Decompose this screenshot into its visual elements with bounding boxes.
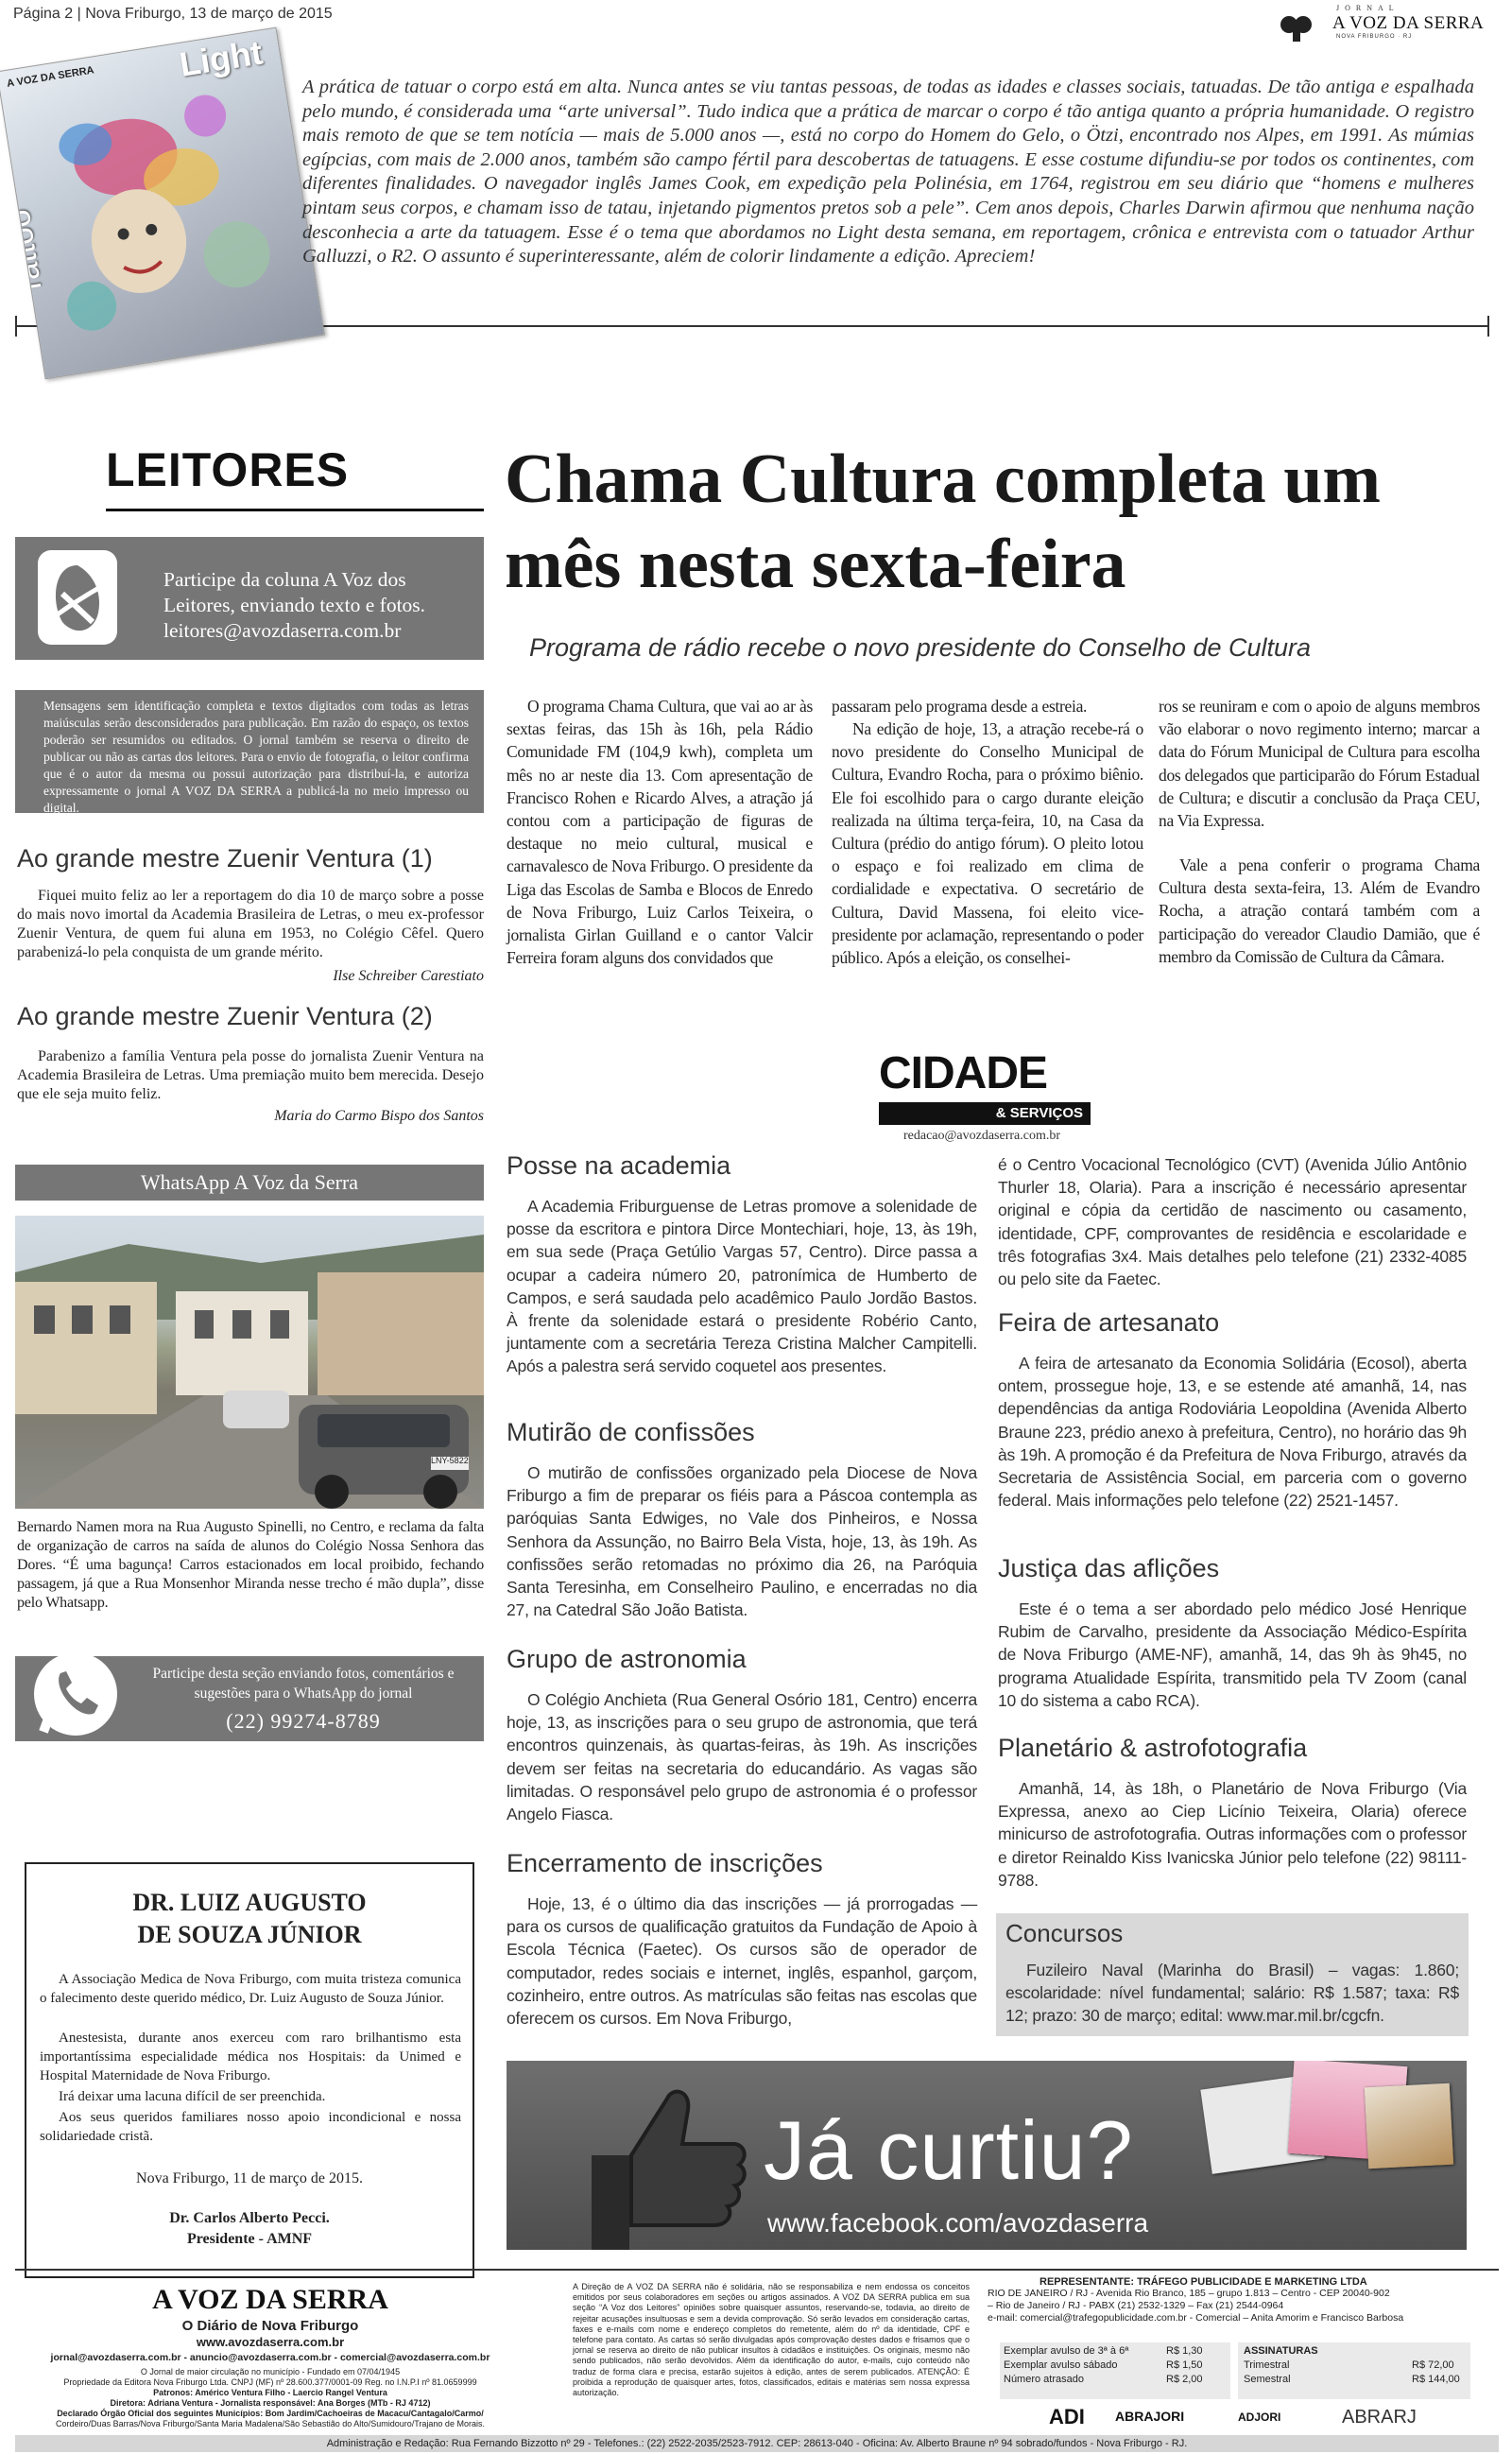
obituary-title-2: DE SOUZA JÚNIOR — [137, 1921, 362, 1948]
page-header-info: Página 2 | Nova Friburgo, 13 de março de 2015 — [13, 6, 333, 22]
cidade-item-body-encerramento: Hoje, 13, é o último dia das inscrições — já prorrogadas — para os cursos de qualificação gratuitos da Fundação de Apoio à Escola Técnica (Faetec). Os cursos são de operador de computador, redes sociais e internet, inglês, espanhol, garçom, cozinheiro, entre outros. As matrículas são feitas nas escolas que oferecem os cursos. Em Nova Friburgo, — [507, 1894, 977, 2029]
price-label-back-issue: Número atrasado — [1004, 2374, 1084, 2385]
footer-emails[interactable]: jornal@avozdaserra.com.br - anuncio@avozdaserra.com.br - comercial@avozdaserra.com.br — [50, 2352, 490, 2363]
concursos-title: Concursos — [1005, 1919, 1124, 1947]
footer-line-2: Propriedade da Editora Nova Friburgo Ltda. CNPJ (MF) nº 28.600.377/0001-09 Reg. no I.N.P.I nº 81.0659999 — [63, 2377, 477, 2387]
light-box-text: A prática de tatuar o corpo está em alta. Nunca antes se viu tantas pessoas, de todas as idades e classes sociais, tatuadas. De tão antiga e espalhada pelo mundo, é considerada uma “arte universal”. Tudo indica que a prática de marcar o corpo é tão antiga quanto a própria humanidade. O registro mais remoto de que se tem notícia — mais de 5.000 anos —, está no corpo do Homem do Gelo, o Ötzi, encontrado nos Alpes, em 1991. As múmias egípcias, com mais de 2.000 anos, também são campo fértil para descobertas de tatuagens. E esse costume difundiu-se por todos os continentes, com diferentes finalidades. O navegador inglês James Cook, em expedição pela Polinésia, em 1764, registrou em seu diário que “homens e mulheres pintam seus corpos, e chamam isso de tatau, injetando pigmentos pretos sob a pele”. Cem anos depois, Charles Darwin afirmou que nenhuma nação desconhecia a arte da tatuagem. Esse é o tema que abordamos no Light desta semana, em reportagem, crônica e entrevista com o tatuador Arthur Galluzzi, o R2. O assunto é superinteressante, além de colorir lindamente a edição. Apreciem! — [302, 77, 1474, 268]
main-col3a: ros se reuniram e com o apoio de alguns membros vão elaborar o novo regimento interno; marcar a data do Fórum Municipal de Cultura para escolha dos delegados que participarão do Fórum Estadual de Cultura; e discutir a conclusão da Praça CEU, na Via Expressa. — [1159, 697, 1480, 831]
thumbs-up-icon — [563, 2061, 752, 2250]
footer-line-1: O Jornal de maior circulação no município - Fundado em 07/04/1945 — [140, 2367, 401, 2376]
letter1-signature: Ilse Schreiber Carestiato — [333, 968, 484, 984]
whatsapp-photo — [15, 1216, 484, 1509]
cidade-logo: CIDADE — [879, 1048, 1048, 1098]
leitores-notice: Mensagens sem identificação completa e textos digitados com todas as letras maiúsculas serão desconsiderados para publicação. Em razão do espaço, os textos poderão ser resumidos ou editados. O jornal também se reserva o direito de publicar ou não as cartas dos leitores. Para o envio de fotografia, o leitor confirma que é o autor da mesma ou possui autorização para distribuí-la, e autoriza expressamente o jornal A VOZ DA SERRA a publicá-la no meio impresso ou digital. — [15, 690, 484, 813]
letter2-body: Parabenizo a família Ventura pela posse do jornalista Zuenir Ventura na Academia Brasileira de Letras. Uma premiação muito bem merecida. Desejo que ele seja muito feliz. — [17, 1048, 484, 1102]
cidade-item-body-mutirao: O mutirão de confissões organizado pela Diocese de Nova Friburgo a fim de preparar os fiéis para a Páscoa contempla as paróquias Santa Edwiges, no Vale dos Pinheiros, e Nossa Senhora da Assunção, no Bairro Bela Vista, hoje, 13, às 19h. As confissões serão retomadas no próximo dia 26, na Paróquia Santa Teresinha, em Conselheiro Paulino, e encerradas no dia 27, na Catedral São João Batista. — [507, 1463, 977, 1620]
main-col2b: Na edição de hoje, 13, a atração recebe-rá o novo presidente do Conselho Municipal de Cultura, Evandro Rocha, para o próximo biênio. Ele foi escolhido para o cargo durante eleição realizada na última terça-feira, 10, na Casa da Cultura (prédio do antigo fórum). O pleito lotou o espaço e foi realizado em clima de cordialidade e expectativa. O secretário de Cultura, David Massena, foi eleito vice-presidente por aclamação, representando o poder público. Após a eleição, os conselhei- — [832, 719, 1143, 968]
price-label-saturday: Exemplar avulso sábado — [1004, 2359, 1118, 2371]
cidade-item-body-astronomia: O Colégio Anchieta (Rua General Osório 181, Centro) encerra hoje, 13, as inscrições para o seu grupo de astronomia, que terá encontros quinzenais, às quartas-feiras, às 19h. As inscrições devem ser feitas na secretaria do educandário. As vagas são limitadas. O responsável pelo grupo de astronomia é o professor Angelo Fiasca. — [507, 1690, 977, 1824]
footer-line-3: Patronos: Américo Ventura Filho - Laercio Rangel Ventura — [153, 2388, 387, 2397]
obituary-signer: Dr. Carlos Alberto Pecci. — [169, 2210, 330, 2226]
cidade-item-title-posse: Posse na academia — [507, 1151, 731, 1180]
cover-label: A VOZ DA SERRA — [6, 64, 95, 90]
facebook-banner[interactable] — [507, 2061, 1467, 2250]
footer-rep-line-2: – Rio de Janeiro / RJ - PABX (21) 2532-1329 – Fax (21) 2544-0964 — [988, 2300, 1284, 2311]
footer-rep-title: REPRESENTANTE: TRÁFEGO PUBLICIDADE E MARKETING LTDA — [1040, 2276, 1367, 2288]
subs-label-semester: Semestral — [1244, 2374, 1291, 2385]
cidade-item-title-astronomia: Grupo de astronomia — [507, 1645, 747, 1673]
brand-mark-icon — [1276, 6, 1315, 45]
footer-logo-adjori: ADJORI — [1238, 2411, 1281, 2424]
letter2-title: Ao grande mestre Zuenir Ventura (2) — [17, 1002, 433, 1030]
footer-prices-box — [1000, 2342, 1230, 2399]
main-col1: O programa Chama Cultura, que vai ao ar às sextas feiras, das 15h às 16h, pela Rádio Comunidade FM (104,9 kwh), completa um mês no ar neste dia 13. Com apresentação de Francisco Rohen e Ricardo Alves, a atração já contou com a participação de figuras de destaque no meio cultural, musical e carnavalesco de Nova Friburgo. O presidente da Liga das Escolas de Samba e Blocos de Enredo de Nova Friburgo, Luiz Carlos Teixeira, o jornalista Girlan Guilland e o cantor Valcir Ferreira foram alguns dos convidados que — [507, 697, 813, 968]
obituary-box — [25, 1862, 474, 2278]
brand-logo — [1276, 4, 1503, 45]
obituary-date: Nova Friburgo, 11 de março de 2015. — [136, 2170, 363, 2186]
cidade-item-body-posse: A Academia Friburguense de Letras promove a solenidade de posse da escritora e pintora Dirce Montechiari, hoje, 13, às 19h, em sua sede (Praça Getúlio Vargas 57, Centro). Dirce passa a ocupar a cadeira número 20, patronímica de Humberto de Campos, e será saudada pelo acadêmico Paulo Jordão Bastos. À frente da solenidade estará o presidente Robério Canto, juntamente com a secretária Tereza Cristina Malcher Campitelli. Após a palestra será servido coquetel aos presentes. — [507, 1197, 977, 1376]
cidade-email[interactable]: redacao@avozdaserra.com.br — [903, 1129, 1061, 1143]
subs-label-quarterly: Trimestral — [1244, 2359, 1290, 2371]
leitores-email-link[interactable]: leitores@avozdaserra.com.br — [163, 619, 402, 642]
footer-logo-adi: ADI — [1049, 2405, 1085, 2428]
mouse-icon — [34, 546, 121, 650]
main-col3b: Vale a pena conferir o programa Chama Cultura desta sexta-feira, 13. Além de Evandro Rocha, a atração contará também com a participação do vereador Claudio Damião, que é membro da Comissão de Cultura da Câmara. — [1159, 855, 1480, 966]
whatsapp-phone-number[interactable]: (22) 99274-8789 — [226, 1709, 381, 1733]
facebook-text: Já curtiu? — [764, 2103, 1134, 2197]
footer-subs-box — [1238, 2342, 1470, 2399]
footer-rep-line-1: RIO DE JANEIRO / RJ - Avenida Rio Branco, 185 – grupo 1.813 – Centro - CEP 20040-902 — [988, 2288, 1390, 2299]
cidade-item-title-feira: Feira de artesanato — [998, 1308, 1220, 1337]
footer-subtitle: O Diário de Nova Friburgo — [181, 2318, 359, 2334]
letter1-title: Ao grande mestre Zuenir Ventura (1) — [17, 844, 433, 873]
whatsapp-participe-text: Participe desta seção enviando fotos, comentários e sugestões para o WhatsApp do jornal — [152, 1666, 455, 1702]
subs-value-quarterly: R$ 72,00 — [1412, 2359, 1454, 2371]
whatsapp-title: WhatsApp A Voz da Serra — [15, 1165, 484, 1201]
light-cover-image — [0, 27, 325, 380]
facebook-cards-illustration — [1206, 2063, 1452, 2167]
footer-logo-abrajori: ABRAJORI — [1115, 2409, 1185, 2424]
subs-title: ASSINATURAS — [1244, 2345, 1318, 2357]
photo-plate-text: LNY-5822 — [431, 1456, 469, 1465]
letter1-body: Fiquei muito feliz ao ler a reportagem do dia 10 de março sobre a posse do mais novo imortal da Academia Brasileira de Letras, o meu ex-professor Zuenir Ventura, de quem fui aluna em 1953, no Colégio Cêfel. Quero parabenizá-lo pela conquista de um grande mérito. — [17, 888, 484, 960]
cover-tattoo: Tattoo — [0, 207, 50, 300]
cidade-item-title-encerramento: Encerramento de inscrições — [507, 1849, 823, 1877]
leitores-participe-box — [15, 537, 484, 660]
footer-logo-abrarj: ABRARJ — [1342, 2407, 1417, 2428]
cidade-item-title-mutirao: Mutirão de confissões — [507, 1418, 755, 1446]
obituary-p2: Anestesista, durante anos exerceu com raro brilhantismo esta importantíssima especialidade médica nos Hospitais: da Unimed e Hospital Maternidade de Nova Friburgo. — [40, 2031, 461, 2083]
leitores-title: LEITORES — [106, 443, 350, 496]
price-value-back-issue: R$ 2,00 — [1166, 2374, 1203, 2385]
obituary-signer-role: Presidente - AMNF — [186, 2231, 313, 2247]
facebook-url[interactable]: www.facebook.com/avozdaserra — [767, 2208, 1149, 2238]
obituary-p3: Irá deixar uma lacuna difícil de ser preenchida. — [59, 2089, 326, 2104]
leitores-rule — [106, 509, 484, 511]
footer-site[interactable]: www.avozdaserra.com.br — [196, 2335, 345, 2349]
footer-disclaimer: A Direção de A VOZ DA SERRA não é solidária, não se responsabiliza e nem endossa os conceitos emitidos por seus colaboradores em seções ou artigos assinados. A VOZ DA SERRA publica em sua seção “A Voz dos Leitores” opiniões sobre quaisquer assuntos, reservando-se, todavia, ao direito de rejeitar acusações insultuosas e sem a devida comprovação. Só serão levados em consideração cartas, faxes e e-mails com nome e endereço completos do remetente, além do nº da identidade, CPF e telefone para contato. As cartas só serão divulgadas após comprovação destes dados e frisamos que o jornal se reserva ao direito de não publicar insultos à cidadãos e instituições. Os originais, mesmo não sendo publicados, não serão devolvidos. Além da identificação do autor, e-mails, cujo conteúdo não traduz de forma clara e precisa, estarão sujeitos à edição, antes de serem publicados. ATENÇÃO: É proibida a reprodução de quaisquer artes, fotos, classificados, editais e matérias sem nossa expressa autorização. — [573, 2282, 970, 2398]
cidade-item-body-feira: A feira de artesanato da Economia Solidária (Ecosol), aberta ontem, prossegue hoje, 13, e se estende até amanhã, 14, nas dependências da antiga Rodoviária Leopoldina (Avenida Alberto Braune 223, prédio anexo à prefeitura, Centro), no horário das 9h às 19h. A promoção é da Prefeitura de Nova Friburgo, através da Secretaria de Assistência Social, em parceria com o governo federal. Mais informações pelo telefone (22) 2521-1457. — [998, 1354, 1467, 1511]
price-value-saturday: R$ 1,50 — [1166, 2359, 1203, 2371]
brand-small: JORNAL — [1336, 4, 1400, 12]
footer-line-6: Cordeiro/Duas Barras/Nova Friburgo/Santa Maria Madalena/São Sebastião do Alto/Sumidouro/Trajano de Morais. — [56, 2419, 485, 2428]
cover-tattoo-illustration — [0, 27, 325, 379]
footer-line-5: Declarado Órgão Oficial dos seguintes Municípios: Bom Jardim/Cachoeiras de Macacu/Cantagalo/Carmo/ — [57, 2409, 484, 2418]
concursos-box — [996, 1913, 1469, 2036]
main-subhead: Programa de rádio recebe o novo presidente do Conselho de Cultura — [529, 633, 1312, 662]
cidade-item-title-planetario: Planetário & astrofotografia — [998, 1734, 1308, 1762]
footer-rep-line-3: e-mail: comercial@trafegopublicidade.com.br - Comercial – Anita Amorim e Francisco Barbosa — [988, 2312, 1404, 2324]
cidade-right-continuation: é o Centro Vocacional Tecnológico (CVT) (Avenida Júlio Antônio Thurler 18, Olaria). Para a inscrição é necessário apresentar original e cópia da certidão de nascimento ou casamento, identidade, CPF, comprovantes de residência e escolaridade e três fotografias 3x4. Mais detalhes pelo telefone (21) 2332-4085 ou pelo site da Faetec. — [998, 1155, 1467, 1289]
street-scene-illustration — [15, 1216, 484, 1509]
footer-line-4: Diretora: Adriana Ventura - Jornalista responsável: Ana Borges (MTb - RJ 4712) — [110, 2398, 431, 2408]
brand-name: A VOZ DA SERRA — [1332, 13, 1485, 33]
concursos-body: Fuzileiro Naval (Marinha do Brasil) – vagas: 1.860; escolaridade: nível fundamental; salário: R$ 1.587; taxa: R$ 12; prazo: 30 de março; edital: www.mar.mil.br/cgcfn. — [1005, 1961, 1459, 2026]
cidade-item-title-justica: Justiça das aflições — [998, 1554, 1220, 1582]
cidade-item-body-planetario: Amanhã, 14, às 18h, o Planetário de Nova Friburgo (Via Expressa, anexo ao Ciep Licínio Teixeira, Olaria) oferece minicurso de astrofotografia. Outras informações com o professor e diretor Reinaldo Kiss Ivanicska Júnior pelo telefone (22) 98111-9788. — [998, 1779, 1467, 1890]
footer-name: A VOZ DA SERRA — [152, 2284, 388, 2315]
cidade-item-body-justica: Este é o tema a ser abordado pelo médico José Henrique Rubim de Carvalho, presidente da Associação Médico-Espírita de Nova Friburgo (AME-NF), amanhã, 14, das 9h às 9h45, no programa Atualidade Espírita, transmitido pela TV Zoom (canal 10 do sistema a cabo RCA). — [998, 1599, 1467, 1710]
whatsapp-participe-box — [15, 1656, 484, 1741]
footer-rule — [15, 2269, 1499, 2271]
footer-address: Administração e Redação: Rua Fernando Bizzotto nº 29 - Telefones.: (22) 2522-2035/2523-7912. CEP: 28613-040 - Oficina: Av. Alberto Braune nº 94 sobrado/fundos - Nova Friburgo - RJ. — [15, 2435, 1499, 2452]
subs-value-semester: R$ 144,00 — [1412, 2374, 1460, 2385]
main-col2a: passaram pelo programa desde a estreia. — [832, 697, 1088, 716]
whatsapp-phone-icon — [28, 1645, 123, 1739]
letter2-signature: Maria do Carmo Bispo dos Santos — [274, 1108, 484, 1124]
brand-sub: NOVA FRIBURGO · RJ — [1336, 34, 1413, 40]
main-headline: Chama Cultura completa um mês nesta sexta-feira — [505, 441, 1382, 603]
price-value-weekday: R$ 1,30 — [1166, 2345, 1203, 2357]
cidade-logo-sub: & SERVIÇOS — [879, 1102, 1091, 1125]
obituary-p1: A Associação Medica de Nova Friburgo, com muita tristeza comunica o falecimento deste querido médico, Dr. Luiz Augusto de Souza Júnior. — [40, 1972, 461, 2006]
leitores-participe-text: Participe da coluna A Voz dos Leitores, enviando texto e fotos. — [163, 568, 426, 616]
whatsapp-caption: Bernardo Namen mora na Rua Augusto Spinelli, no Centro, e reclama da falta de organização de carros na saída de alunos do Colégio Nossa Senhora das Dores. “É uma bagunça! Carros estacionados em local proibido, fechando passagem, já que a Rua Monsenhor Miranda nesse trecho é mão dupla”, disse pelo Whatsapp. — [17, 1519, 484, 1611]
obituary-title-1: DR. LUIZ AUGUSTO — [132, 1889, 367, 1916]
price-label-weekday: Exemplar avulso de 3ª à 6ª — [1004, 2345, 1129, 2357]
obituary-p4: Aos seus queridos familiares nosso apoio incondicional e nossa solidariedade cristã. — [40, 2110, 461, 2144]
cover-light: Light — [177, 32, 266, 84]
